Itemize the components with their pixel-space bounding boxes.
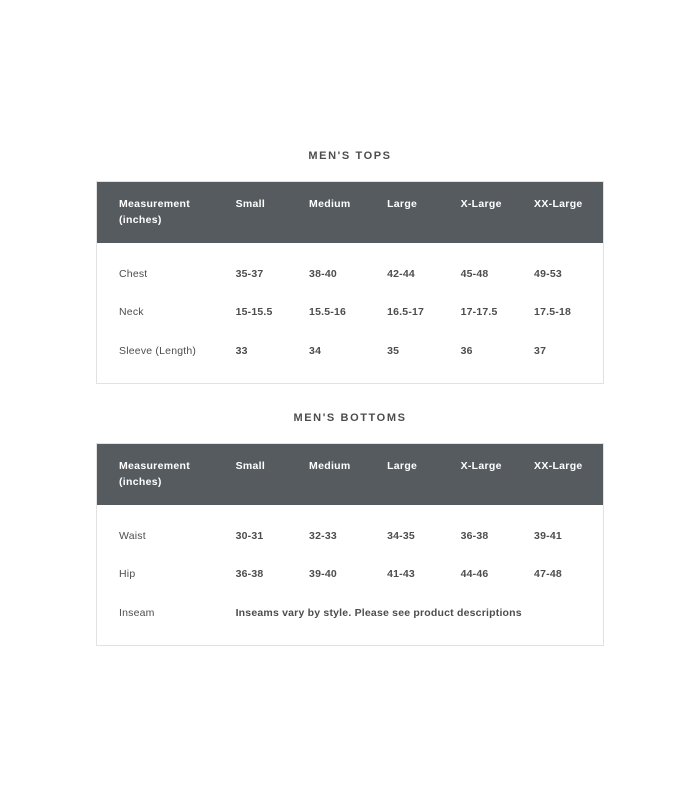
- measurement-label-line1: Measurement: [119, 198, 190, 211]
- table-spacer-row: [97, 243, 604, 255]
- column-header-measurement: [97, 443, 236, 504]
- mens-bottoms-table: [96, 443, 604, 646]
- section-mens-tops: [96, 150, 604, 384]
- cell-hip-xlarge: 44-46: [460, 568, 489, 581]
- table-row: [97, 255, 604, 294]
- cell-hip-medium: 39-40: [309, 568, 337, 581]
- row-label-inseam: Inseam: [119, 606, 155, 619]
- table-header-row: [97, 443, 604, 504]
- cell-sleeve-small: 33: [235, 345, 248, 358]
- cell-inseam-note: Inseams vary by style. Please see product descriptions: [235, 606, 522, 619]
- column-header-large: Large: [387, 459, 418, 472]
- cell-neck-large: 16.5-17: [387, 306, 425, 319]
- column-header-large: Large: [387, 198, 418, 211]
- column-header-medium: Medium: [309, 459, 351, 472]
- column-header-measurement: [97, 182, 236, 243]
- column-header-small: Small: [235, 198, 266, 211]
- mens-tops-table: [96, 181, 604, 384]
- cell-waist-medium: 32-33: [309, 529, 337, 542]
- table-row: [97, 293, 604, 332]
- table-spacer-row: [97, 371, 604, 384]
- cell-chest-xxlarge: 49-53: [534, 267, 562, 280]
- column-header-xlarge: X-Large: [460, 459, 502, 472]
- column-header-xlarge: X-Large: [460, 198, 502, 211]
- measurement-label-line1: Measurement: [119, 459, 190, 472]
- cell-neck-small: 15-15.5: [235, 306, 273, 319]
- mens-bottoms-table-body: [97, 505, 604, 646]
- cell-chest-medium: 38-40: [309, 267, 337, 280]
- cell-neck-xlarge: 17-17.5: [460, 306, 498, 319]
- table-spacer-row: [97, 633, 604, 646]
- cell-waist-large: 34-35: [387, 529, 415, 542]
- section-mens-bottoms: [96, 412, 604, 646]
- table-row: [97, 555, 604, 594]
- cell-waist-small: 30-31: [235, 529, 264, 542]
- row-label-waist: Waist: [119, 529, 146, 542]
- cell-hip-small: 36-38: [235, 568, 264, 581]
- column-header-small: Small: [235, 459, 266, 472]
- measurement-label-line2: (inches): [119, 214, 162, 227]
- mens-tops-table-head: [97, 182, 604, 243]
- cell-chest-xlarge: 45-48: [460, 267, 489, 280]
- table-spacer-cell: [97, 243, 604, 255]
- section-title-mens-tops: MEN'S TOPS: [308, 150, 392, 162]
- column-header-medium: Medium: [309, 198, 351, 211]
- cell-hip-xxlarge: 47-48: [534, 568, 562, 581]
- cell-waist-xlarge: 36-38: [460, 529, 489, 542]
- column-header-xxlarge: XX-Large: [534, 198, 583, 211]
- row-label-neck: Neck: [119, 306, 144, 319]
- table-spacer-cell: [97, 633, 604, 646]
- cell-sleeve-medium: 34: [309, 345, 322, 358]
- cell-chest-small: 35-37: [235, 267, 264, 280]
- row-label-hip: Hip: [119, 568, 136, 581]
- cell-waist-xxlarge: 39-41: [534, 529, 562, 542]
- mens-tops-table-body: [97, 243, 604, 384]
- table-spacer-cell: [97, 371, 604, 384]
- table-row: [97, 332, 604, 371]
- section-title-mens-bottoms: MEN'S BOTTOMS: [293, 411, 407, 424]
- cell-hip-large: 41-43: [387, 568, 415, 581]
- cell-sleeve-xlarge: 36: [460, 345, 473, 358]
- column-header-xxlarge: XX-Large: [534, 459, 583, 472]
- cell-sleeve-large: 35: [387, 345, 400, 358]
- table-header-row: [97, 182, 604, 243]
- table-row: [97, 594, 604, 633]
- mens-bottoms-table-head: [97, 443, 604, 504]
- table-row: [97, 517, 604, 556]
- measurement-label-line2: (inches): [119, 476, 162, 489]
- cell-sleeve-xxlarge: 37: [534, 345, 547, 358]
- row-label-sleeve-length: Sleeve (Length): [119, 345, 197, 358]
- cell-chest-large: 42-44: [387, 267, 415, 280]
- table-spacer-cell: [97, 505, 604, 517]
- cell-neck-xxlarge: 17.5-18: [534, 306, 572, 319]
- cell-neck-medium: 15.5-16: [309, 306, 347, 319]
- table-spacer-row: [97, 505, 604, 517]
- row-label-chest: Chest: [119, 267, 148, 280]
